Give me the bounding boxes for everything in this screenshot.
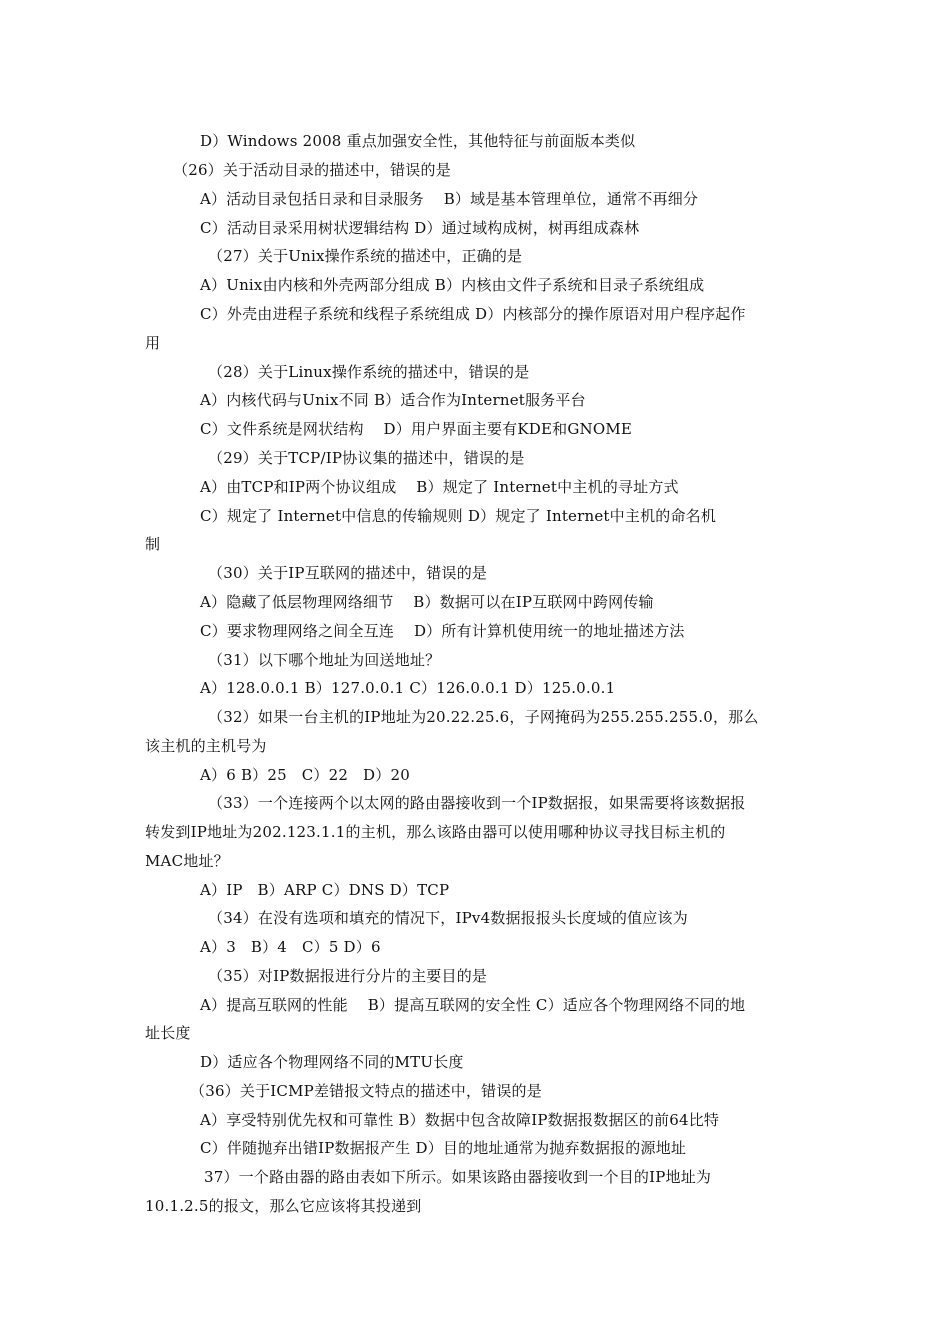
text-line: MAC地址？ bbox=[145, 852, 229, 870]
text-line: A）享受特别优先权和可靠性 B）数据中包含故障IP数据报数据区的前64比特 bbox=[200, 1111, 720, 1129]
text-line: 制 bbox=[145, 535, 161, 553]
question-heading: （31）以下哪个地址为回送地址？ bbox=[208, 651, 441, 669]
question-heading: （29）关于TCP/IP协议集的描述中，错误的是 bbox=[208, 449, 525, 467]
question-heading: （33）一个连接两个以太网的路由器接收到一个IP数据报，如果需要将该数据报 bbox=[208, 794, 746, 812]
text-line: A）128.0.0.1 B）127.0.0.1 C）126.0.0.1 D）125.0.0.1 bbox=[200, 679, 616, 697]
text-line: D）Windows 2008 重点加强安全性，其他特征与前面版本类似 bbox=[200, 132, 636, 150]
text-line: 址长度 bbox=[145, 1024, 191, 1042]
question-heading: （36）关于ICMP差错报文特点的描述中，错误的是 bbox=[190, 1082, 542, 1100]
text-line: D）适应各个物理网络不同的MTU长度 bbox=[200, 1053, 464, 1071]
text-line: 用 bbox=[145, 334, 161, 352]
text-line: C）文件系统是网状结构 D）用户界面主要有KDE和GNOME bbox=[200, 420, 633, 438]
text-line: C）规定了 Internet中信息的传输规则 D）规定了 Internet中主机的命名机 bbox=[200, 507, 717, 525]
question-heading: （32）如果一台主机的IP地址为20.22.25.6，子网掩码为255.255.255.0，那么 bbox=[208, 708, 759, 726]
text-line: 10.1.2.5的报文，那么它应该将其投递到 bbox=[145, 1197, 422, 1215]
question-heading: （27）关于Unix操作系统的描述中，正确的是 bbox=[208, 247, 523, 265]
question-heading: （34）在没有选项和填充的情况下，IPv4数据报报头长度域的值应该为 bbox=[208, 909, 688, 927]
text-line: A）6 B）25 C）22 D）20 bbox=[200, 766, 410, 784]
text-line: A）由TCP和IP两个协议组成 B）规定了 Internet中主机的寻址方式 bbox=[200, 478, 679, 496]
text-line: A）活动目录包括日录和目录服务 B）域是基本管理单位，通常不再细分 bbox=[200, 190, 699, 208]
text-line: A）提高互联网的性能 B）提高互联网的安全性 C）适应各个物理网络不同的地 bbox=[200, 996, 746, 1014]
text-line: 该主机的主机号为 bbox=[145, 737, 267, 755]
text-line: A）隐藏了低层物理网络细节 B）数据可以在IP互联网中跨网传输 bbox=[200, 593, 654, 611]
text-line: A）IP B）ARP C）DNS D）TCP bbox=[200, 881, 450, 899]
text-line: A）3 B）4 C）5 D）6 bbox=[200, 938, 381, 956]
text-line: A）Unix由内核和外壳两部分组成 B）内核由文件子系统和目录子系统组成 bbox=[200, 276, 705, 294]
text-line: C）伴随抛弃出错IP数据报产生 D）目的地址通常为抛弃数据报的源地址 bbox=[200, 1139, 687, 1157]
question-heading: （35）对IP数据报进行分片的主要目的是 bbox=[208, 967, 488, 985]
question-heading: （30）关于IP互联网的描述中，错误的是 bbox=[208, 564, 488, 582]
question-heading: （28）关于Linux操作系统的描述中，错误的是 bbox=[208, 363, 530, 381]
question-heading: 37）一个路由器的路由表如下所示。如果该路由器接收到一个目的IP地址为 bbox=[204, 1168, 712, 1186]
text-line: C）要求物理网络之间全互连 D）所有计算机使用统一的地址描述方法 bbox=[200, 622, 685, 640]
text-line: A）内核代码与Unix不同 B）适合作为Internet服务平台 bbox=[200, 391, 586, 409]
text-line: 转发到IP地址为202.123.1.1的主机，那么该路由器可以使用哪种协议寻找目标主机的 bbox=[145, 823, 726, 841]
text-line: C）外壳由进程子系统和线程子系统组成 D）内核部分的操作原语对用户程序起作 bbox=[200, 305, 746, 323]
text-line: C）活动目录采用树状逻辑结构 D）通过域构成树，树再组成森林 bbox=[200, 219, 640, 237]
question-heading: （26）关于活动目录的描述中，错误的是 bbox=[173, 161, 451, 179]
